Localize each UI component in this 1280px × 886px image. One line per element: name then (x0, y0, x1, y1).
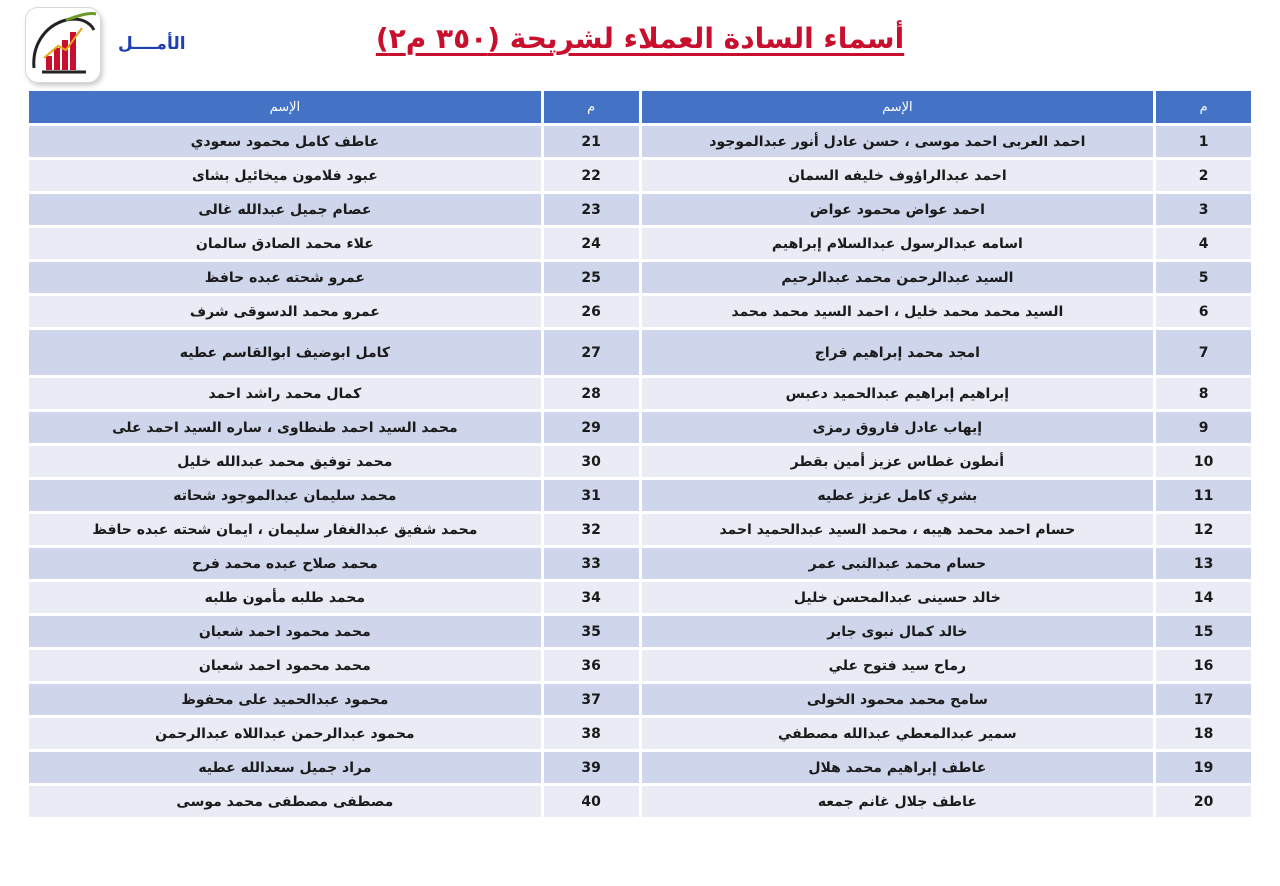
table-row (29, 228, 1251, 259)
table-row (29, 446, 1251, 477)
row-number: 16 (1156, 650, 1251, 681)
table-row (29, 514, 1251, 545)
row-number: 36 (544, 650, 639, 681)
customer-name: محمود عبدالحميد على محفوظ (29, 684, 541, 715)
row-number: 39 (544, 752, 639, 783)
page-title: أسماء السادة العملاء لشريحة (٣٥٠ م٢) (375, 22, 905, 55)
row-number: 18 (1156, 718, 1251, 749)
row-number: 27 (544, 330, 639, 375)
customer-name: اسامه عبدالرسول عبدالسلام إبراهيم (642, 228, 1154, 259)
row-number: 33 (544, 548, 639, 579)
customer-name: امجد محمد إبراهيم فراج (642, 330, 1154, 375)
table-row (29, 786, 1251, 817)
header-name: الإسم (642, 91, 1154, 123)
customer-name: احمد العربى احمد موسى ، حسن عادل أنور عبدالموجود (642, 126, 1154, 157)
customer-name: محمد صلاح عبده محمد فرح (29, 548, 541, 579)
customer-name: احمد عواض محمود عواض (642, 194, 1154, 225)
row-number: 20 (1156, 786, 1251, 817)
customer-name: سامح محمد محمود الخولى (642, 684, 1154, 715)
row-number: 5 (1156, 262, 1251, 293)
row-number: 21 (544, 126, 639, 157)
customer-name: عاطف كامل محمود سعودي (29, 126, 541, 157)
row-number: 2 (1156, 160, 1251, 191)
customer-name: إيهاب عادل فاروق رمزى (642, 412, 1154, 443)
table-row (29, 378, 1251, 409)
customer-name: حسام محمد عبدالنبى عمر (642, 548, 1154, 579)
customer-name: محمد طلبه مأمون طلبه (29, 582, 541, 613)
customer-name: سمير عبدالمعطي عبدالله مصطفي (642, 718, 1154, 749)
table-row (29, 582, 1251, 613)
row-number: 12 (1156, 514, 1251, 545)
row-number: 19 (1156, 752, 1251, 783)
customer-name: خالد كمال نبوى جابر (642, 616, 1154, 647)
brand-name: الأمــــل (118, 34, 186, 54)
header-number: م (1156, 91, 1251, 123)
customer-name: عاطف إبراهيم محمد هلال (642, 752, 1154, 783)
customer-name: بشري كامل عزيز عطيه (642, 480, 1154, 511)
customer-name: كامل ابوضيف ابوالقاسم عطيه (29, 330, 541, 375)
row-number: 10 (1156, 446, 1251, 477)
customer-name: رماح سيد فتوح علي (642, 650, 1154, 681)
table-row (29, 126, 1251, 157)
row-number: 32 (544, 514, 639, 545)
customer-name: إبراهيم إبراهيم عبدالحميد دعبس (642, 378, 1154, 409)
row-number: 28 (544, 378, 639, 409)
row-number: 15 (1156, 616, 1251, 647)
customer-name: كمال محمد راشد احمد (29, 378, 541, 409)
row-number: 23 (544, 194, 639, 225)
table-row (29, 616, 1251, 647)
customer-name: حسام احمد محمد هيبه ، محمد السيد عبدالحميد احمد (642, 514, 1154, 545)
customer-name: محمود عبدالرحمن عبداللاه عبدالرحمن (29, 718, 541, 749)
table-row (29, 480, 1251, 511)
building-chart-logo-icon (26, 8, 100, 82)
customer-name: محمد توفيق محمد عبدالله خليل (29, 446, 541, 477)
row-number: 24 (544, 228, 639, 259)
row-number: 29 (544, 412, 639, 443)
customer-name: السيد محمد محمد خليل ، احمد السيد محمد محمد (642, 296, 1154, 327)
row-number: 3 (1156, 194, 1251, 225)
table-row (29, 752, 1251, 783)
customer-name: محمد محمود احمد شعبان (29, 616, 541, 647)
table-header-row (29, 91, 1251, 123)
table-row (29, 296, 1251, 327)
row-number: 34 (544, 582, 639, 613)
customer-name: مراد جميل سعدالله عطيه (29, 752, 541, 783)
customer-name: عمرو شحته عبده حافظ (29, 262, 541, 293)
customer-name: محمد سليمان عبدالموجود شحاته (29, 480, 541, 511)
table-row (29, 330, 1251, 375)
customer-name: محمد محمود احمد شعبان (29, 650, 541, 681)
table-row (29, 160, 1251, 191)
customer-name: عصام جميل عبدالله غالى (29, 194, 541, 225)
row-number: 1 (1156, 126, 1251, 157)
table-row (29, 548, 1251, 579)
customer-name: علاء محمد الصادق سالمان (29, 228, 541, 259)
table-row (29, 650, 1251, 681)
row-number: 13 (1156, 548, 1251, 579)
customer-name: محمد السيد احمد طنطاوى ، ساره السيد احمد على (29, 412, 541, 443)
row-number: 7 (1156, 330, 1251, 375)
customer-name: محمد شفيق عبدالغفار سليمان ، ايمان شحته عبده حافظ (29, 514, 541, 545)
table-row (29, 262, 1251, 293)
customer-name: عمرو محمد الدسوقى شرف (29, 296, 541, 327)
customers-table (26, 88, 1254, 820)
row-number: 25 (544, 262, 639, 293)
row-number: 31 (544, 480, 639, 511)
customer-name: مصطفى مصطفى محمد موسى (29, 786, 541, 817)
customer-name: عبود فلامون ميخائيل بشاى (29, 160, 541, 191)
customer-name: عاطف جلال غانم جمعه (642, 786, 1154, 817)
table-row (29, 194, 1251, 225)
row-number: 38 (544, 718, 639, 749)
table-row (29, 684, 1251, 715)
row-number: 30 (544, 446, 639, 477)
table-row (29, 718, 1251, 749)
row-number: 4 (1156, 228, 1251, 259)
row-number: 17 (1156, 684, 1251, 715)
header-number: م (544, 91, 639, 123)
logo (26, 8, 100, 82)
row-number: 6 (1156, 296, 1251, 327)
customer-name: أنطون غطاس عزيز أمين بقطر (642, 446, 1154, 477)
row-number: 14 (1156, 582, 1251, 613)
customer-name: خالد حسينى عبدالمحسن خليل (642, 582, 1154, 613)
row-number: 11 (1156, 480, 1251, 511)
row-number: 26 (544, 296, 639, 327)
row-number: 9 (1156, 412, 1251, 443)
customer-name: السيد عبدالرحمن محمد عبدالرحيم (642, 262, 1154, 293)
row-number: 37 (544, 684, 639, 715)
row-number: 8 (1156, 378, 1251, 409)
customer-name: احمد عبدالراؤوف خليفه السمان (642, 160, 1154, 191)
table-row (29, 412, 1251, 443)
row-number: 22 (544, 160, 639, 191)
row-number: 40 (544, 786, 639, 817)
header-name: الإسم (29, 91, 541, 123)
row-number: 35 (544, 616, 639, 647)
